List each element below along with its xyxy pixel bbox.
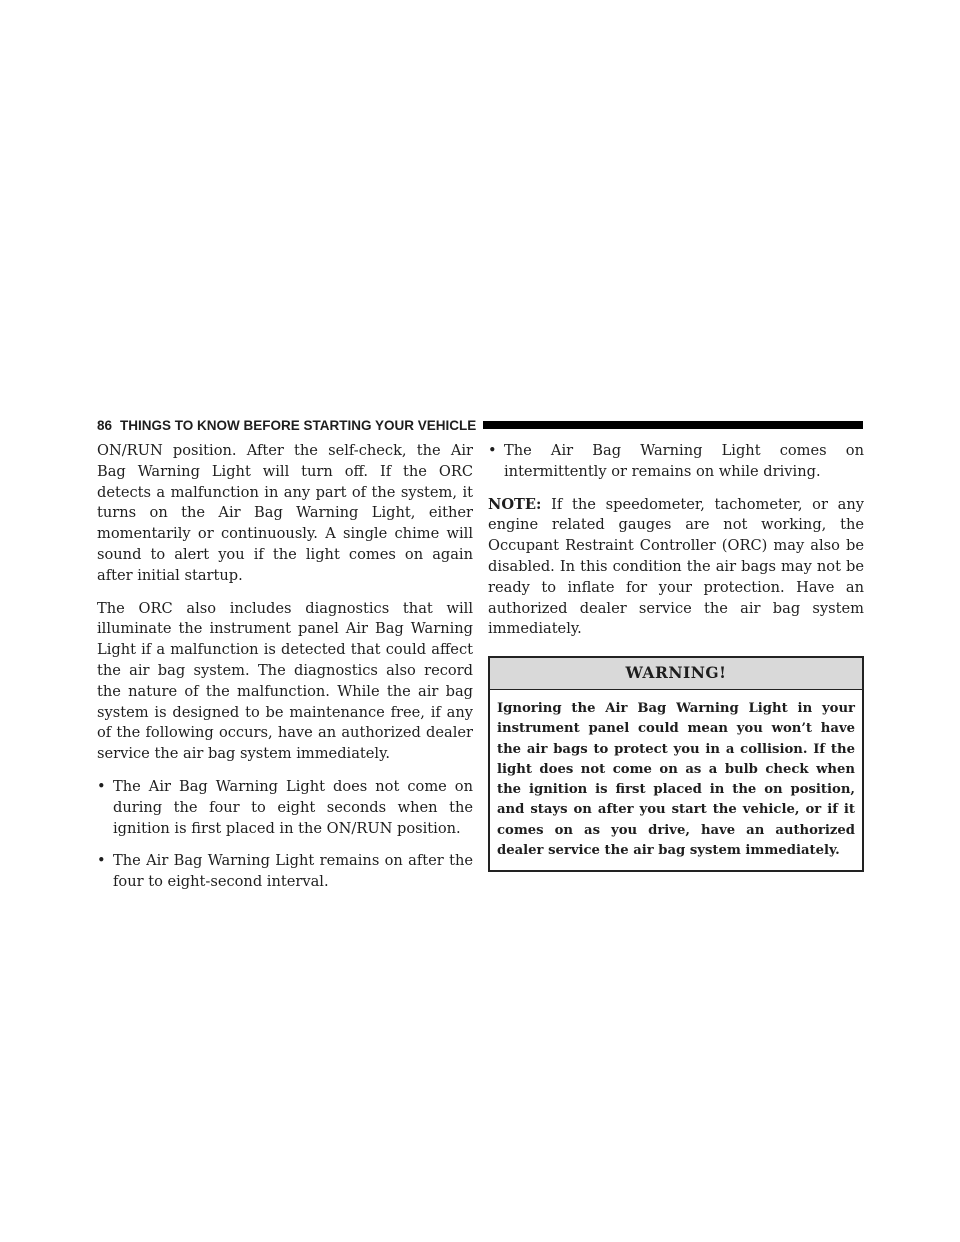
header-rule-bar — [483, 421, 863, 429]
page-number: 86 — [97, 417, 113, 433]
page-header — [97, 414, 863, 436]
paragraph-self-check: ON/RUN position. After the self-check, the Air Bag Warning Light will turn off. If the ORC detects a malfunction in any part of the system, it turns on the Air Bag Warning Light, either momentarily or continuously. A single chime will sound to alert you if the light comes on again after initial startup. — [97, 442, 473, 584]
note-text: If the speedometer, tachometer, or any engine related gauges are not working, the Occupant Restraint Controller (ORC) may also be disabled. In this condition the air bags may not be ready to inflate for your protection. Have an authorized dealer service the air bag system immediately. — [488, 495, 864, 638]
note-paragraph — [488, 495, 864, 641]
list-item — [488, 441, 864, 483]
bullet-icon: • — [97, 852, 106, 870]
list-item — [97, 851, 473, 893]
bullet-icon: • — [97, 777, 106, 795]
left-column — [97, 441, 473, 905]
list-item-text: The Air Bag Warning Light does not come on during the four to eight seconds when the ignition is first placed in the ON/RUN position. — [113, 777, 473, 837]
section-title: THINGS TO KNOW BEFORE STARTING YOUR VEHICLE — [120, 417, 477, 433]
warning-text: Ignoring the Air Bag Warning Light in your instrument panel could mean you won’t have the air bags to protect you in a collision. If the light does not come on as a bulb check when the ignition is first placed in the on position, and stays on after you start the vehicle, or if it comes on as you drive, have an authorized dealer service the air bag system immediately. — [497, 700, 855, 859]
note-label: NOTE: — [488, 495, 542, 513]
list-item — [97, 777, 473, 839]
warning-box — [488, 656, 864, 872]
warning-title: WARNING! — [490, 658, 862, 690]
list-item-text: The Air Bag Warning Light comes on intermittently or remains on while driving. — [504, 442, 864, 480]
paragraph-diagnostics: The ORC also includes diagnostics that will illuminate the instrument panel Air Bag Warning Light if a malfunction is detected that could affect the air bag system. The diagnostics also record the nature of the malfunction. While the air bag system is designed to be maintenance free, if any of the following occurs, have an authorized dealer service the air bag system immediately. — [97, 599, 473, 763]
list-item-text: The Air Bag Warning Light remains on after the four to eight-second interval. — [113, 852, 473, 891]
right-column — [488, 441, 864, 872]
bullet-icon: • — [488, 442, 497, 459]
